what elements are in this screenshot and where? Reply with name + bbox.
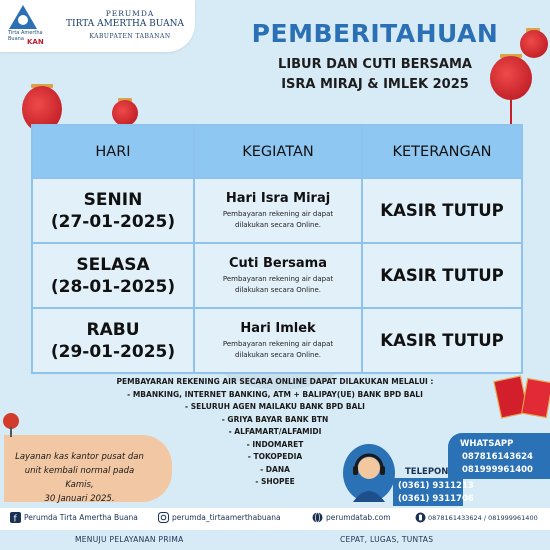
activity-cell — [194, 308, 362, 373]
pin-icon — [0, 412, 22, 438]
activity-cell — [194, 243, 362, 308]
note-line: unit kembali normal pada Kamis, — [24, 466, 135, 490]
phone-icon — [415, 512, 426, 523]
slogan-left: MENUJU PELAYANAN PRIMA — [75, 535, 184, 544]
note-cell: KASIR TUTUP — [362, 243, 522, 308]
activity-desc: dilakukan secara Online. — [234, 285, 322, 294]
activity-title: Hari Imlek — [240, 320, 316, 336]
list-item: - SELURUH AGEN MAILAKU BANK BPD BALI — [185, 402, 365, 411]
facebook-icon — [10, 512, 21, 523]
list-item: - MBANKING, INTERNET BANKING, ATM + BALIPAY(UE) BANK BPD BALI — [127, 389, 423, 399]
activity-desc: dilakukan secara Online. — [234, 220, 322, 229]
header-kegiatan: KEGIATAN — [194, 125, 362, 178]
activity-desc: Pembayaran rekening air dapat — [222, 209, 334, 218]
footer-instagram[interactable]: perumda_tirtaamerthabuana — [172, 513, 281, 522]
activity-title: Hari Isra Miraj — [225, 190, 331, 206]
org-line3: KABUPATEN TABANAN — [89, 33, 171, 40]
table-row — [32, 243, 522, 308]
day-name: SELASA — [76, 254, 150, 275]
activity-desc: Pembayaran rekening air dapat — [222, 339, 334, 348]
day-name: RABU — [86, 319, 140, 340]
list-item: - DANA — [260, 464, 290, 474]
list-item: - TOKOPEDIA — [247, 452, 303, 461]
activity-desc: dilakukan secara Online. — [234, 350, 322, 359]
header-hari: HARI — [32, 125, 194, 178]
note-cell: KASIR TUTUP — [362, 178, 522, 243]
instagram-icon — [158, 512, 169, 523]
logo-header — [0, 0, 195, 52]
day-name: SENIN — [83, 189, 143, 210]
service-note — [12, 450, 147, 506]
day-date: (28-01-2025) — [50, 276, 176, 297]
online-heading: PEMBAYARAN REKENING AIR SECARA ONLINE DAPAT DILAKUKAN MELALUI : — [116, 377, 434, 386]
subtitle-line2: ISRA MIRAJ & IMLEK 2025 — [281, 77, 469, 92]
list-item: - ALFAMART/ALFAMIDI — [228, 427, 322, 436]
whatsapp-label: WHATSAPP — [460, 439, 514, 449]
subtitle-line1: LIBUR DAN CUTI BERSAMA — [278, 57, 472, 72]
list-item: - INDOMARET — [246, 439, 304, 449]
headset-icon — [343, 444, 395, 502]
list-item: - SHOPEE — [255, 477, 295, 486]
footer-website[interactable]: perumdatab.com — [326, 513, 391, 522]
kan-badge: KAN — [27, 38, 44, 46]
telepon-label: TELEPON — [405, 467, 449, 477]
day-date: (27-01-2025) — [50, 211, 176, 232]
table-row — [32, 178, 522, 243]
page-title: PEMBERITAHUAN — [251, 19, 499, 48]
logo-caption: Tirta Amertha Buana — [8, 30, 43, 42]
telepon-number[interactable]: (0361) 9311213 — [398, 481, 474, 491]
table-row — [32, 308, 522, 373]
footer-facebook[interactable]: Perumda Tirta Amertha Buana — [24, 513, 138, 522]
telepon-number[interactable]: (0361) 9311706 — [398, 494, 474, 504]
schedule-table — [31, 124, 523, 374]
list-item: - GRIYA BAYAR BANK BTN — [221, 414, 329, 424]
whatsapp-number[interactable]: 087816143624 — [462, 452, 533, 462]
whatsapp-number[interactable]: 081999961400 — [462, 465, 533, 475]
company-logo-icon — [8, 4, 38, 30]
activity-cell — [194, 178, 362, 243]
org-line2: TIRTA AMERTHA BUANA — [66, 19, 184, 29]
note-line: Layanan kas kantor pusat dan — [15, 452, 144, 462]
org-line1: PERUMDA — [105, 9, 155, 18]
header-keterangan: KETERANGAN — [362, 125, 522, 178]
note-cell: KASIR TUTUP — [362, 308, 522, 373]
day-cell — [32, 308, 194, 373]
globe-icon — [312, 512, 323, 523]
svg-text:f: f — [13, 514, 17, 523]
activity-desc: Pembayaran rekening air dapat — [222, 274, 334, 283]
day-cell — [32, 243, 194, 308]
slogan-right: CEPAT, LUGAS, TUNTAS — [340, 535, 434, 544]
footer-phone[interactable]: 0878161433624 / 081999961400 — [428, 514, 538, 522]
day-date: (29-01-2025) — [50, 341, 176, 362]
note-line: 30 Januari 2025. — [44, 494, 115, 504]
day-cell — [32, 178, 194, 243]
table-header-row — [32, 125, 522, 178]
activity-title: Cuti Bersama — [229, 255, 327, 271]
